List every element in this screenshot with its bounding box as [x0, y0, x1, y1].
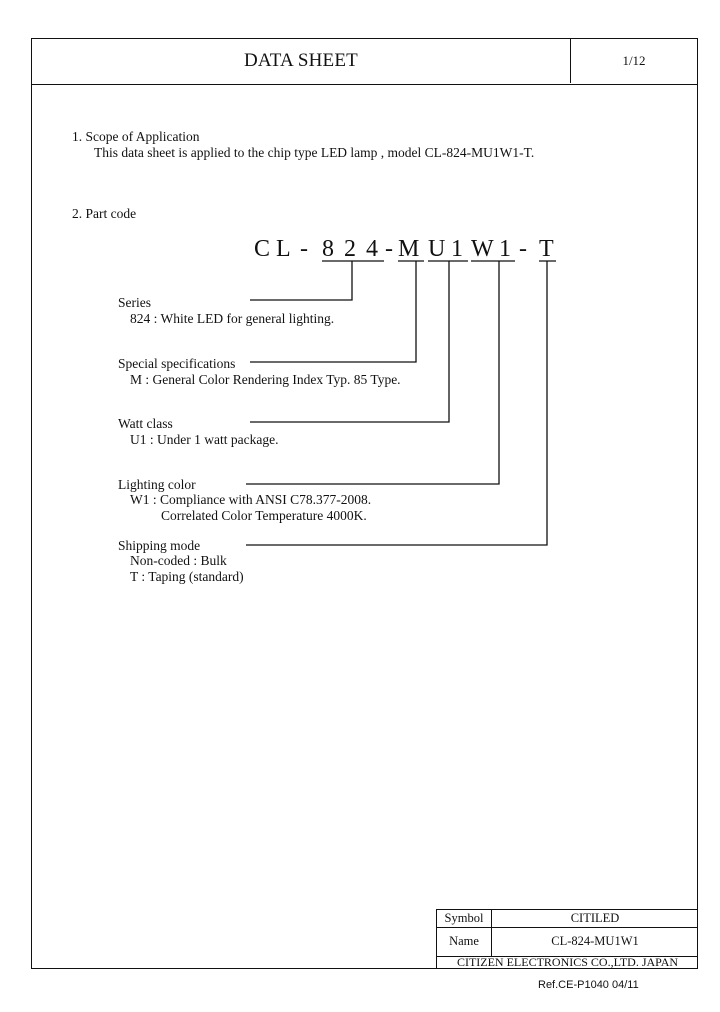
reference-code: Ref.CE-P1040 04/11	[538, 979, 639, 991]
shipping-desc-2: T : Taping (standard)	[130, 569, 244, 584]
part-char: U	[428, 236, 446, 262]
page-number: 1/12	[622, 53, 646, 68]
shipping-desc-1: Non-coded : Bulk	[130, 553, 227, 568]
part-char: -	[519, 236, 527, 262]
scope-text: This data sheet is applied to the chip type LED lamp , model CL-824-MU1W1-T.	[94, 145, 535, 160]
name-value: CL-824-MU1W1	[551, 934, 639, 948]
part-char: M	[398, 236, 420, 262]
part-char: -	[300, 236, 308, 262]
color-desc-2: Correlated Color Temperature 4000K.	[161, 508, 367, 523]
part-char: L	[276, 236, 291, 262]
document-title: DATA SHEET	[32, 39, 571, 83]
part-char: C	[254, 236, 271, 262]
series-desc: 824 : White LED for general lighting.	[130, 311, 335, 326]
part-char: 4	[366, 236, 378, 262]
series-label: Series	[118, 295, 151, 310]
watt-label: Watt class	[118, 416, 173, 431]
part-code-heading: 2. Part code	[72, 206, 137, 221]
part-char: 1	[499, 236, 511, 262]
part-char: 1	[451, 236, 463, 262]
watt-desc: U1 : Under 1 watt package.	[130, 432, 279, 447]
name-label: Name	[437, 927, 492, 956]
special-label: Special specifications	[118, 356, 236, 371]
symbol-label: Symbol	[437, 910, 492, 927]
color-label: Lighting color	[118, 477, 196, 492]
title-block	[436, 909, 698, 969]
special-desc: M : General Color Rendering Index Typ. 85 Type.	[130, 372, 401, 387]
part-char: W	[471, 236, 494, 262]
shipping-label: Shipping mode	[118, 538, 201, 553]
header	[32, 39, 697, 85]
part-char: 8	[322, 236, 334, 262]
color-desc-1: W1 : Compliance with ANSI C78.377-2008.	[130, 492, 372, 507]
company-name: CITIZEN ELECTRONICS CO.,LTD. JAPAN	[456, 955, 679, 969]
part-char: -	[385, 236, 393, 262]
scope-heading: 1. Scope of Application	[72, 129, 200, 144]
part-char: T	[539, 236, 554, 262]
symbol-value: CITILED	[570, 911, 620, 925]
part-char: 2	[344, 236, 356, 262]
